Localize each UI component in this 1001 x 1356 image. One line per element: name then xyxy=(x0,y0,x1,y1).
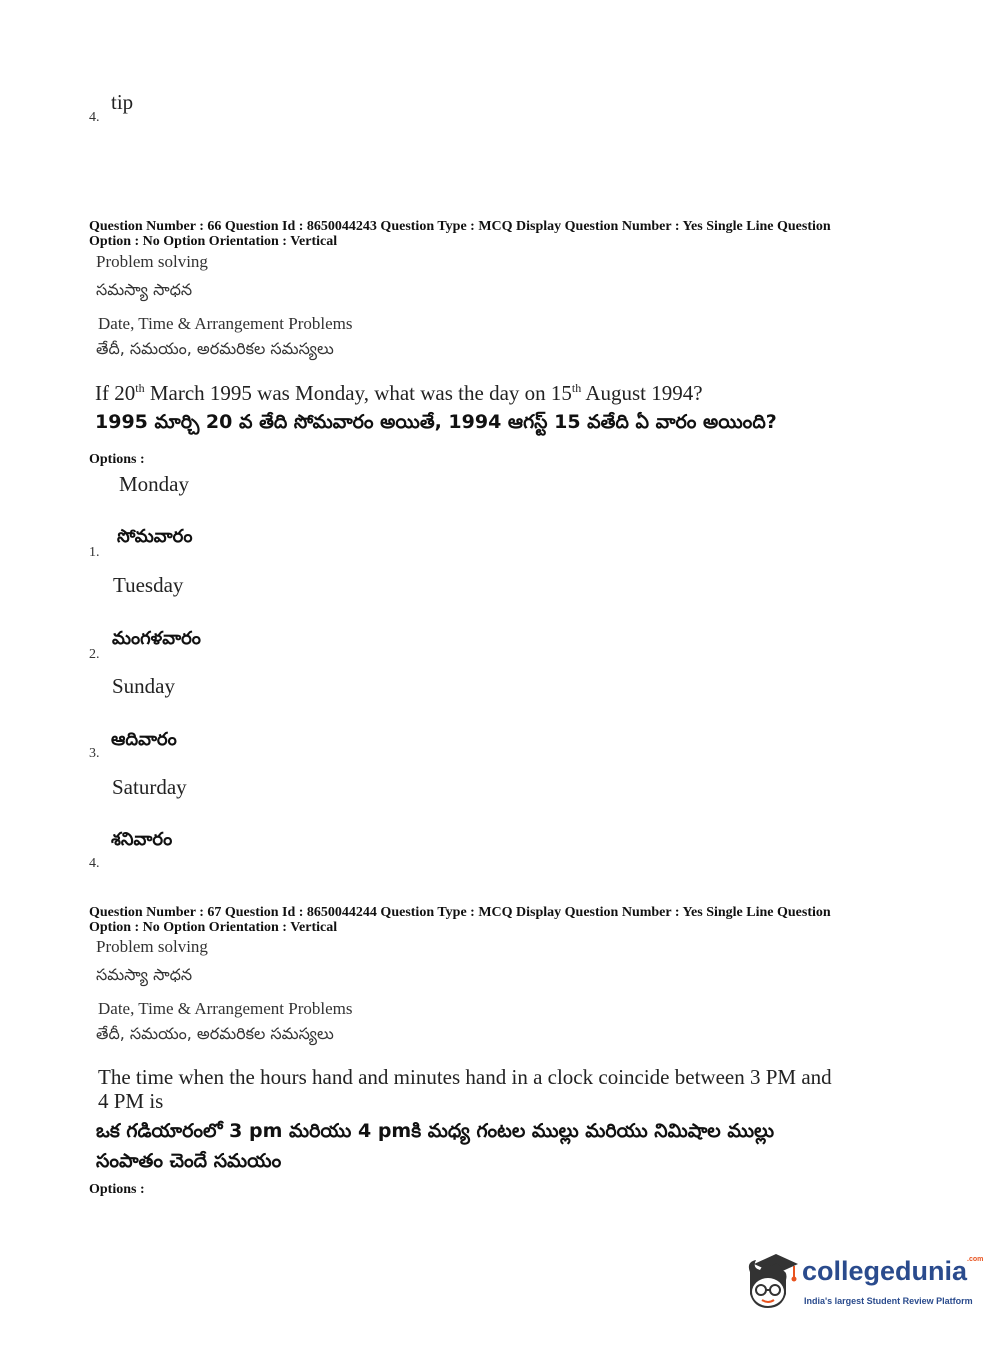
topic-te: తేదీ, సమయం, అరమరికల సమస్యలు xyxy=(96,1024,334,1043)
question-text-part: August 1994? xyxy=(581,381,703,405)
option-text-en: tip xyxy=(111,90,134,114)
question-text-part: If 20 xyxy=(95,381,136,405)
question-meta-line2: Option : No Option Orientation : Vertical xyxy=(89,920,338,935)
question-meta-line1: Question Number : 66 Question Id : 8650044243 Question Type : MCQ Display Question Number : Yes Single Line Question xyxy=(89,219,831,234)
option-number: 4. xyxy=(89,110,100,125)
options-label: Options : xyxy=(89,1182,145,1197)
option-4-en: Saturday xyxy=(112,775,187,799)
question-text-en xyxy=(95,381,703,406)
option-3-number: 3. xyxy=(89,746,100,761)
option-1-en: Monday xyxy=(119,472,189,496)
question-text-line: 4 PM is xyxy=(98,1089,164,1113)
topic-te: తేదీ, సమయం, అరమరికల సమస్యలు xyxy=(96,339,334,358)
question-text-en xyxy=(98,1065,832,1113)
topic-en: Date, Time & Arrangement Problems xyxy=(98,999,353,1018)
collegedunia-logo xyxy=(742,1248,984,1318)
question-text-part: March 1995 was Monday, what was the day on 15 xyxy=(144,381,572,405)
option-2-te: మంగళవారం xyxy=(112,628,201,649)
logo-name-text: collegedunia xyxy=(802,1256,968,1286)
option-3-te: ఆదివారం xyxy=(111,729,177,750)
topic-en: Date, Time & Arrangement Problems xyxy=(98,314,353,333)
subject-te: సమస్యా సాధన xyxy=(96,280,193,299)
question-text-line: ఒక గడియారంలో 3 pm మరియు 4 pmకి మధ్య గంటల ముల్లు మరియు నిమిషాల ముల్లు xyxy=(96,1120,775,1142)
option-4-te: శనివారం xyxy=(111,829,173,850)
question-text-te: 1995 మార్చి 20 వ తేది సోమవారం అయితే, 1994 ఆగస్ట్ 15 వతేది ఏ వారం అయింది? xyxy=(95,411,777,433)
option-2-number: 2. xyxy=(89,647,100,662)
subject-te: సమస్యా సాధన xyxy=(96,965,193,984)
logo-domain-suffix: .com xyxy=(967,1256,984,1263)
question-meta xyxy=(89,219,831,249)
logo-tagline: India's largest Student Review Platform xyxy=(804,1296,973,1306)
option-4-number: 4. xyxy=(89,856,100,871)
student-mascot-icon xyxy=(742,1250,800,1314)
option-3-en: Sunday xyxy=(112,674,175,698)
question-meta-line2: Option : No Option Orientation : Vertical xyxy=(89,234,338,249)
question-text-line: The time when the hours hand and minutes hand in a clock coincide between 3 PM and xyxy=(98,1065,832,1089)
subject-en: Problem solving xyxy=(96,252,208,271)
option-1-number: 1. xyxy=(89,545,100,560)
options-label: Options : xyxy=(89,452,145,467)
question-text-line: సంపాతం చెందే సమయం xyxy=(96,1150,282,1172)
question-text-te xyxy=(96,1116,774,1176)
question-meta xyxy=(89,905,831,935)
question-meta-line1: Question Number : 67 Question Id : 8650044244 Question Type : MCQ Display Question Number : Yes Single Line Question xyxy=(89,905,831,920)
ordinal-suffix: th xyxy=(571,381,582,395)
subject-en: Problem solving xyxy=(96,937,208,956)
ordinal-suffix: th xyxy=(135,381,145,395)
option-1-te: సోమవారం xyxy=(117,526,193,547)
logo-wordmark xyxy=(802,1256,983,1287)
option-2-en: Tuesday xyxy=(113,573,184,597)
